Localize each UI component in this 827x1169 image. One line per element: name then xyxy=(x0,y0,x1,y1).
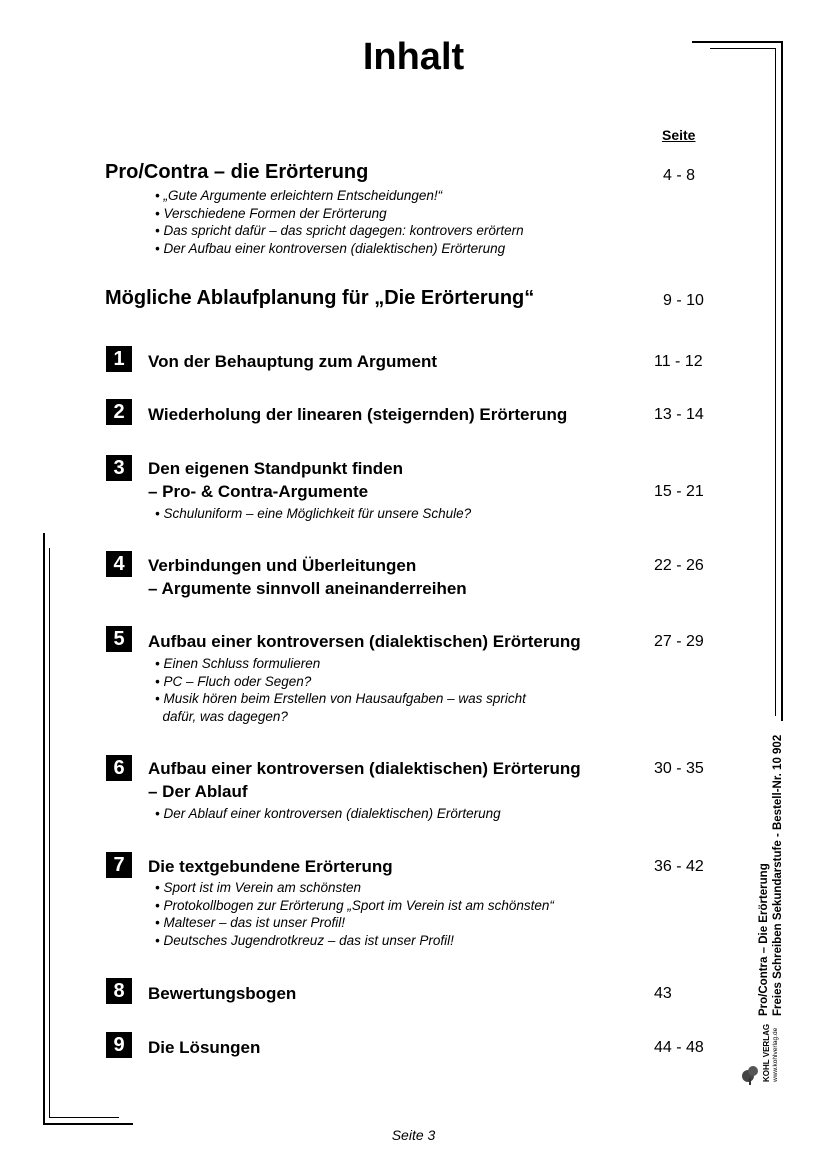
frame-right-vertical-outer xyxy=(781,41,783,721)
chapter-number-badge: 2 xyxy=(106,399,132,425)
page-number-footer: Seite 3 xyxy=(391,1127,436,1143)
list-item: • Protokollbogen zur Erörterung „Sport im Verein ist am schönsten“ xyxy=(155,897,554,913)
chapter-4-title-line2: – Argumente sinnvoll aneinanderreihen xyxy=(148,579,467,598)
chapter-3-bullets xyxy=(155,505,471,523)
chapter-2-pages: 13 - 14 xyxy=(654,406,704,423)
chapter-6-pages: 30 - 35 xyxy=(654,760,704,777)
chapter-7-title: Die textgebundene Erörterung xyxy=(148,857,393,876)
frame-left-vertical-outer xyxy=(43,533,45,1125)
list-item: • „Gute Argumente erleichtern Entscheidungen!“ xyxy=(155,188,443,203)
chapter-9-pages: 44 - 48 xyxy=(654,1039,704,1056)
list-item: • Einen Schluss formulieren xyxy=(155,656,321,671)
list-item: • Schuluniform – eine Möglichkeit für unsere Schule? xyxy=(155,506,472,521)
list-item: • Das spricht dafür – das spricht dagegen: kontrovers erörtern xyxy=(155,223,524,238)
chapter-number-badge: 5 xyxy=(106,626,132,652)
section-procontra-bullets xyxy=(155,187,524,257)
publisher-name: KOHL VERLAG xyxy=(762,1023,771,1082)
chapter-5-title: Aufbau einer kontroversen (dialektischen) Erörterung xyxy=(148,632,581,651)
section-procontra-title: Pro/Contra – die Erörterung xyxy=(105,161,369,183)
list-item: • Sport ist im Verein am schönsten xyxy=(155,880,362,895)
chapter-8-title: Bewertungsbogen xyxy=(148,984,297,1003)
list-item: dafür, was dagegen? xyxy=(155,708,288,724)
sidebar-title-line: Pro/Contra – Die Erörterung xyxy=(758,863,770,1016)
chapter-6-title-line1: Aufbau einer kontroversen (dialektischen) Erörterung xyxy=(148,759,581,778)
chapter-8-pages: 43 xyxy=(654,985,672,1002)
chapter-1-title: Von der Behauptung zum Argument xyxy=(148,352,437,371)
chapter-7-bullets xyxy=(155,879,554,949)
chapter-1-pages: 11 - 12 xyxy=(654,353,703,370)
page-column-header: Seite xyxy=(662,127,696,143)
list-item: • PC – Fluch oder Segen? xyxy=(155,673,312,689)
chapter-number-badge: 8 xyxy=(106,978,132,1004)
chapter-6-title-line2: – Der Ablauf xyxy=(148,782,248,801)
section-procontra-pages: 4 - 8 xyxy=(663,167,696,184)
chapter-number-badge: 6 xyxy=(106,755,132,781)
section-ablauf-pages: 9 - 10 xyxy=(663,292,704,309)
frame-bottom-left-horizontal-inner xyxy=(49,1117,119,1118)
chapter-3-title-line1: Den eigenen Standpunkt finden xyxy=(148,459,404,478)
list-item: • Malteser – das ist unser Profil! xyxy=(155,915,346,930)
chapter-number-badge: 9 xyxy=(106,1032,132,1058)
chapter-5-bullets xyxy=(155,655,526,725)
list-item: • Verschiedene Formen der Erörterung xyxy=(155,205,387,221)
list-item: • Musik hören beim Erstellen von Hausaufgaben – was spricht xyxy=(155,691,526,706)
section-ablauf-title: Mögliche Ablaufplanung für „Die Erörterung“ xyxy=(105,287,535,309)
chapter-number-badge: 1 xyxy=(106,346,132,372)
chapter-9-title: Die Lösungen xyxy=(148,1038,261,1057)
frame-left-vertical-inner xyxy=(49,548,50,1117)
chapter-number-badge: 7 xyxy=(106,852,132,878)
list-item: • Der Ablauf einer kontroversen (dialektischen) Erörterung xyxy=(155,806,501,821)
chapter-5-pages: 27 - 29 xyxy=(654,633,704,650)
page-title: Inhalt xyxy=(362,36,465,78)
chapter-number-badge: 3 xyxy=(106,455,132,481)
chapter-4-pages: 22 - 26 xyxy=(654,557,704,574)
list-item: • Deutsches Jugendrotkreuz – das ist unser Profil! xyxy=(155,932,454,948)
chapter-number-badge: 4 xyxy=(106,551,132,577)
sidebar-order-line: Freies Schreiben Sekundarstufe - Bestell-Nr. 10 902 xyxy=(771,734,784,1016)
list-item: • Der Aufbau einer kontroversen (dialektischen) Erörterung xyxy=(155,240,506,256)
frame-right-vertical-inner xyxy=(775,48,776,716)
chapter-4-title-line1: Verbindungen und Überleitungen xyxy=(148,556,417,575)
chapter-7-pages: 36 - 42 xyxy=(654,858,704,875)
chapter-2-title: Wiederholung der linearen (steigernden) Erörterung xyxy=(148,405,568,424)
chapter-6-bullets xyxy=(155,805,501,823)
publisher-website: www.kohlverlag.de xyxy=(772,1027,779,1082)
chapter-3-pages: 15 - 21 xyxy=(654,483,704,500)
publisher-logo xyxy=(740,1020,796,1086)
chapter-3-title-line2: – Pro- & Contra-Argumente xyxy=(148,482,369,501)
frame-bottom-left-horizontal-outer xyxy=(43,1123,133,1125)
